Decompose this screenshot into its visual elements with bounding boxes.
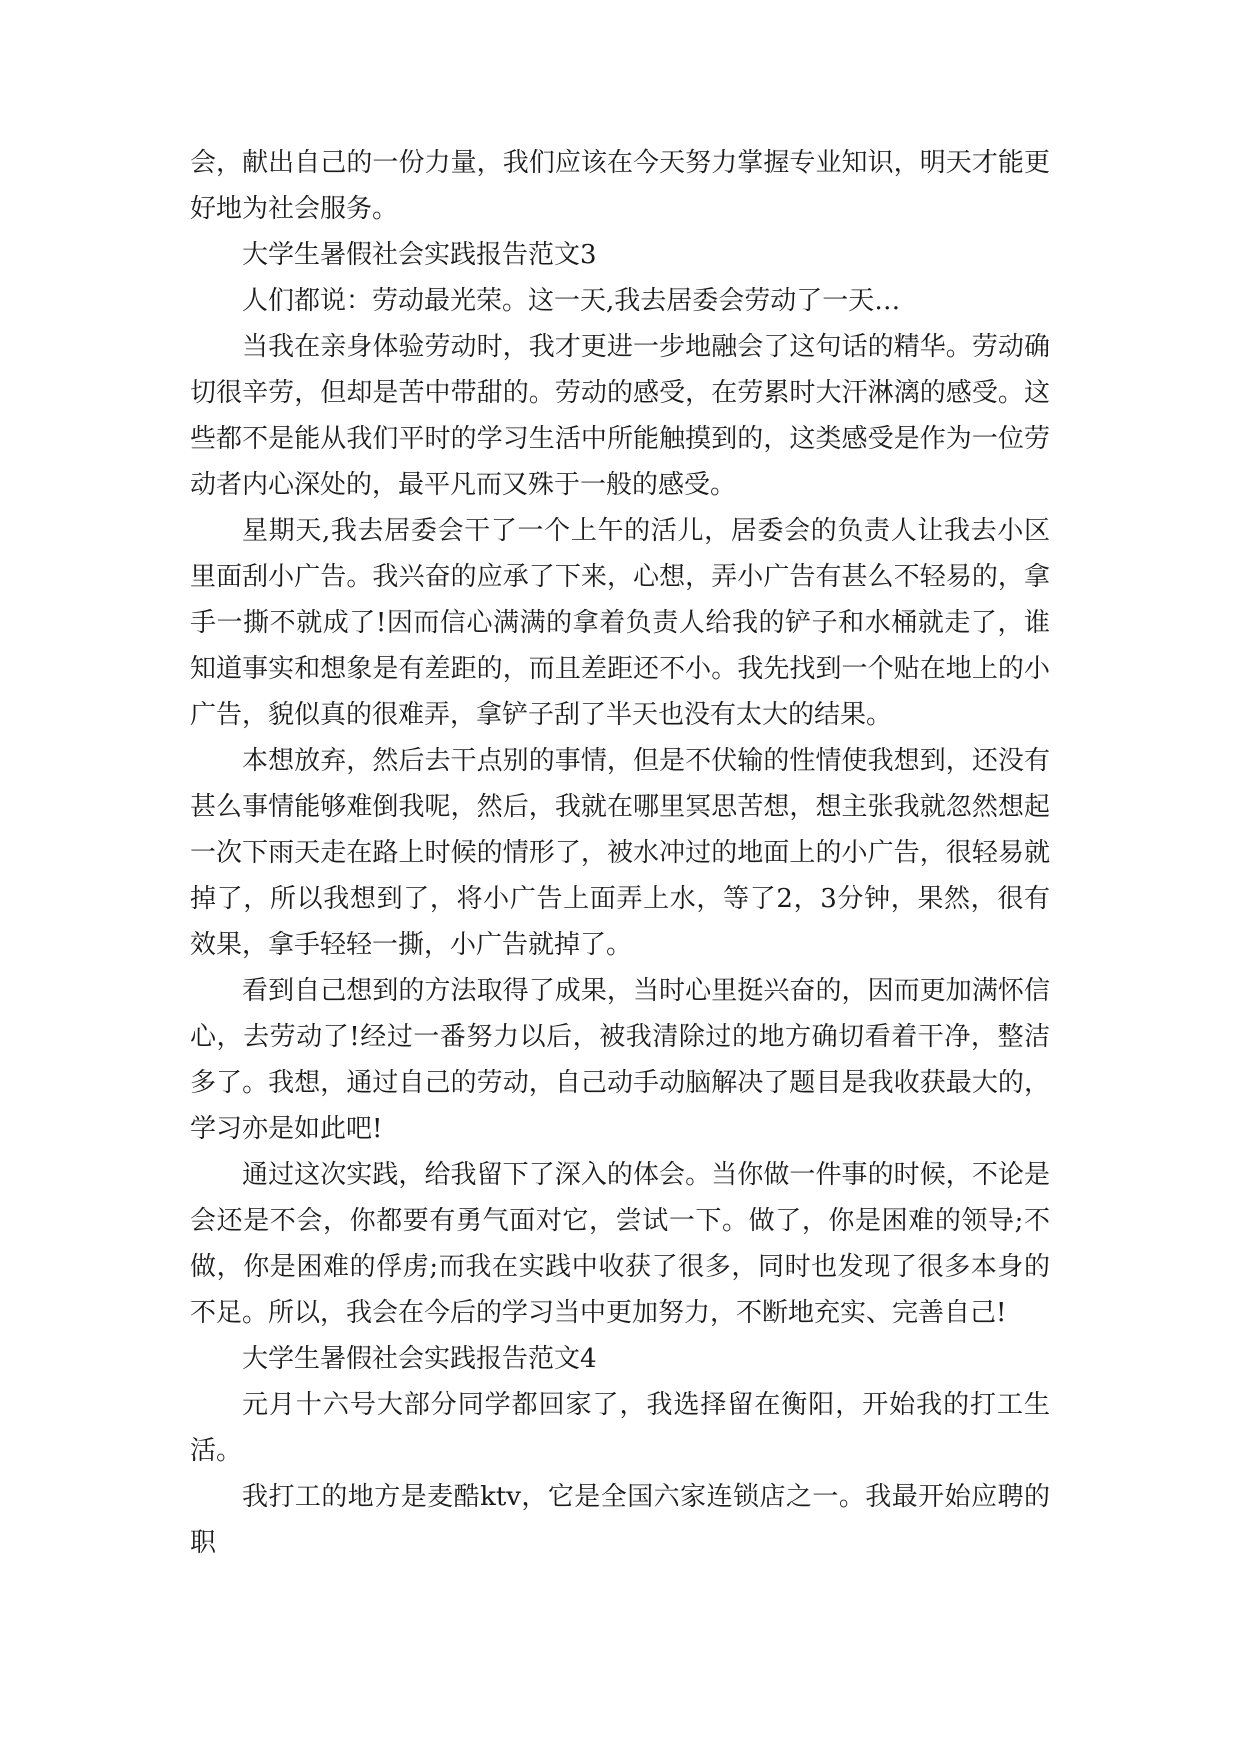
paragraph: 我打工的地方是麦酷ktv，它是全国六家连锁店之一。我最开始应聘的职 (190, 1482, 1050, 1558)
paragraph: 本想放弃，然后去干点别的事情，但是不伏输的性情使我想到，还没有甚么事情能够难倒我呢，然后，我就在哪里冥思苦想，想主张我就忽然想起一次下雨天走在路上时候的情形了，被水冲过的地面上的小广告，很轻易就掉了，所以我想到了，将小广告上面弄上水，等了2，3分钟，果然，很有效果，拿手轻轻一撕，小广告就掉了。 (190, 746, 1050, 960)
paragraph-intro-continuation: 会，献出自己的一份力量，我们应该在今天努力掌握专业知识，明天才能更好地为社会服务。 (190, 148, 1050, 224)
document-page (190, 140, 1050, 1566)
paragraph: 元月十六号大部分同学都回家了，我选择留在衡阳，开始我的打工生活。 (190, 1390, 1050, 1466)
section-heading-report-3: 大学生暑假社会实践报告范文3 (242, 240, 597, 270)
paragraph: 看到自己想到的方法取得了成果，当时心里挺兴奋的，因而更加满怀信心，去劳动了!经过一番努力以后，被我清除过的地方确切看着干净，整洁多了。我想，通过自己的劳动，自己动手动脑解决了题目是我收获最大的，学习亦是如此吧! (190, 976, 1050, 1144)
paragraph: 当我在亲身体验劳动时，我才更进一步地融会了这句话的精华。劳动确切很辛劳，但却是苦中带甜的。劳动的感受，在劳累时大汗淋漓的感受。这些都不是能从我们平时的学习生活中所能触摸到的，这类感受是作为一位劳动者内心深处的，最平凡而又殊于一般的感受。 (190, 332, 1050, 500)
paragraph: 人们都说：劳动最光荣。这一天,我去居委会劳动了一天… (242, 286, 901, 316)
paragraph: 通过这次实践，给我留下了深入的体会。当你做一件事的时候，不论是会还是不会，你都要有勇气面对它，尝试一下。做了，你是困难的领导;不做，你是困难的俘虏;而我在实践中收获了很多，同时也发现了很多本身的不足。所以，我会在今后的学习当中更加努力，不断地充实、完善自己! (190, 1160, 1050, 1328)
paragraph: 星期天,我去居委会干了一个上午的活儿，居委会的负责人让我去小区里面刮小广告。我兴奋的应承了下来，心想，弄小广告有甚么不轻易的，拿手一撕不就成了!因而信心满满的拿着负责人给我的铲子和水桶就走了，谁知道事实和想象是有差距的，而且差距还不小。我先找到一个贴在地上的小广告，貌似真的很难弄，拿铲子刮了半天也没有太大的结果。 (190, 516, 1050, 730)
section-heading-report-4: 大学生暑假社会实践报告范文4 (242, 1344, 597, 1374)
